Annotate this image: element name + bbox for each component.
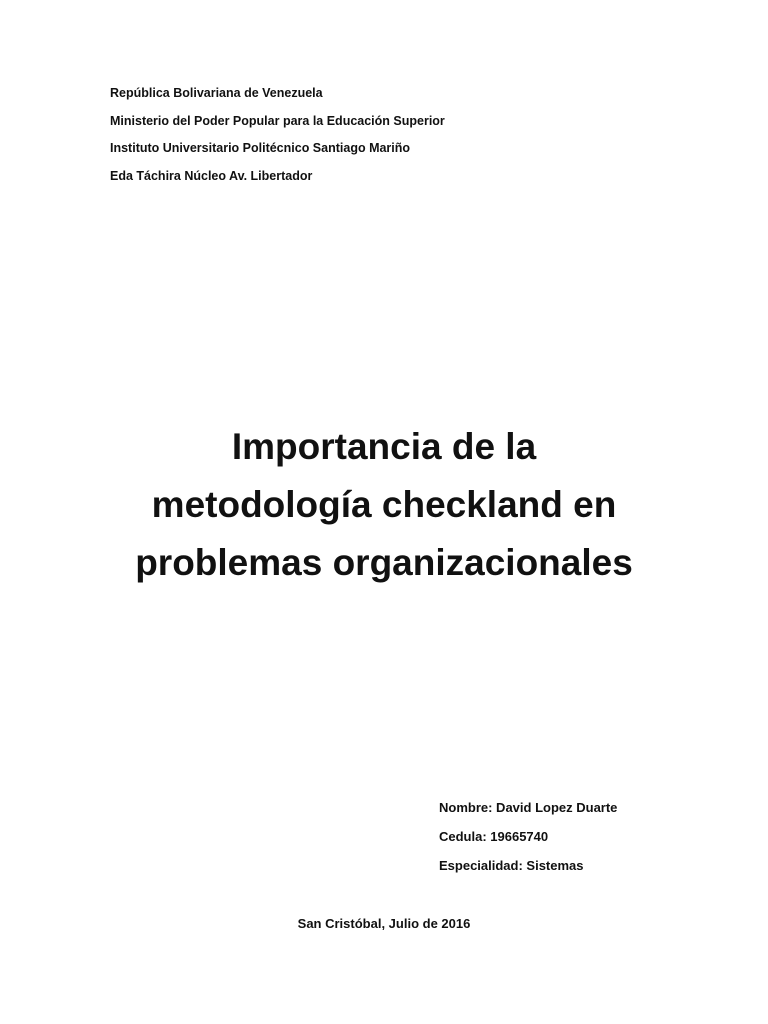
author-cedula: Cedula: 19665740 — [439, 829, 549, 844]
header-country: República Bolivariana de Venezuela — [110, 86, 323, 100]
institution-header — [110, 84, 445, 194]
header-campus: Eda Táchira Núcleo Av. Libertador — [110, 168, 313, 183]
place-date: San Cristóbal, Julio de 2016 — [297, 916, 471, 931]
title-line-3: problemas organizacionales — [135, 542, 633, 583]
header-ministry: Ministerio del Poder Popular para la Educación Superior — [110, 113, 445, 128]
title-line-2: metodología checkland en — [151, 484, 617, 525]
title-line-1: Importancia de la — [231, 426, 537, 467]
document-title — [0, 418, 768, 592]
author-specialty: Especialidad: Sistemas — [439, 858, 584, 873]
author-info — [439, 798, 617, 885]
header-institute: Instituto Universitario Politécnico Santiago Mariño — [110, 141, 411, 155]
author-name: Nombre: David Lopez Duarte — [439, 800, 618, 815]
